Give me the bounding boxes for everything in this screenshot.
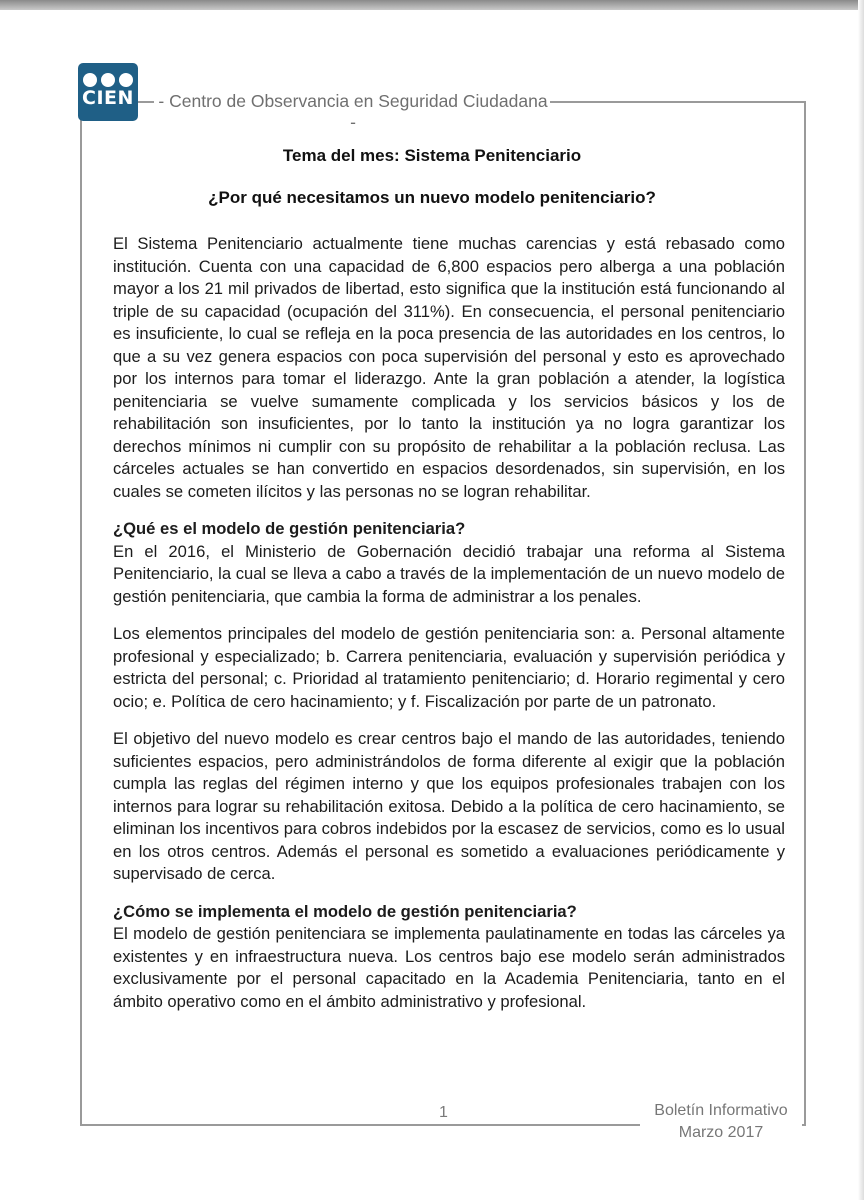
bulletin-label: Boletín Informativo (654, 1102, 788, 1119)
bulletin-info (640, 1100, 802, 1144)
top-shadow (0, 0, 864, 10)
paragraph-4: El objetivo del nuevo modelo es crear centros bajo el mando de las autoridades, teniendo suficientes espacios, pero administrándolos de forma diferente al exigir que la población cumpla las reglas del régimen interno y que los equipos profesionales trabajen con los internos para lograr su rehabilitación exitosa. Debido a la política de cero hacinamiento, se eliminan los incentivos para cobros indebidos por la escasez de servicios, como es lo usual en los otros centros. Además el personal es sometido a evaluaciones periódicamente y supervisado de cerca. (113, 729, 785, 883)
topic-title: Tema del mes: Sistema Penitenciario (282, 146, 582, 165)
logo-dots-icon (83, 73, 133, 87)
bulletin-date: Marzo 2017 (678, 1124, 764, 1141)
paragraph-5: El modelo de gestión penitenciara se implementa paulatinamente en todas las cárceles ya existentes y en infraestructura nueva. Los centros bajo ese modelo serán administrados exclusivamente por el personal capacitado en la Academia Penitenciaria, tanto en el ámbito operativo como en el ámbito administrativo y profesional. (113, 924, 785, 1011)
document-body (113, 233, 785, 1013)
page-number: 1 (436, 1104, 451, 1122)
section-title-how: ¿Cómo se implementa el modelo de gestión penitenciaria? (113, 901, 577, 921)
header-title: - Centro de Observancia en Seguridad Ciudadana - (158, 91, 548, 132)
frame-top-line-right (550, 101, 806, 103)
cien-logo (78, 63, 138, 121)
main-question: ¿Por qué necesitamos un nuevo modelo penitenciario? (208, 188, 656, 207)
paragraph-2: En el 2016, el Ministerio de Gobernación decidió trabajar una reforma al Sistema Penitenciario, la cual se lleva a cabo a través de la implementación de un nuevo modelo de gestión penitenciaria, que cambia la forma de administrar a los penales. (113, 541, 785, 606)
right-shadow (858, 0, 864, 1200)
paragraph-1: El Sistema Penitenciario actualmente tiene muchas carencias y está rebasado como institución. Cuenta con una capacidad de 6,800 espacios pero alberga a una población mayor a los 21 mil privados de libertad, esto significa que la institución está funcionando al triple de su capacidad (ocupación del 311%). En consecuencia, el personal penitenciario es insuficiente, lo cual se refleja en la poca presencia de las autoridades en los centros, lo que a su vez genera espacios con poca supervisión del personal y esto es aprovechado por los internos para tomar el liderazgo. Ante la gran población a atender, la logística penitenciaria se vuelve sumamente complicada y los servicios básicos y los de rehabilitación son insuficientes, por lo tanto la institución ya no logra garantizar los derechos mínimos ni cumplir con su propósito de rehabilitar a la población reclusa. Las cárceles actuales se han convertido en espacios desordenados, sin supervisión, en los cuales se cometen ilícitos y las personas no se logran rehabilitar. (113, 234, 785, 501)
logo-text: CIEN (82, 87, 134, 109)
paragraph-3: Los elementos principales del modelo de gestión penitenciaria son: a. Personal altamente profesional y especializado; b. Carrera penitenciaria, evaluación y supervisión periódica y estricta del personal; c. Prioridad al tratamiento penitenciario; d. Horario regimental y cero ocio; e. Política de cero hacinamiento; y f. Fiscalización por parte de un patronato. (113, 624, 785, 711)
section-title-what: ¿Qué es el modelo de gestión penitenciaria? (113, 519, 466, 538)
